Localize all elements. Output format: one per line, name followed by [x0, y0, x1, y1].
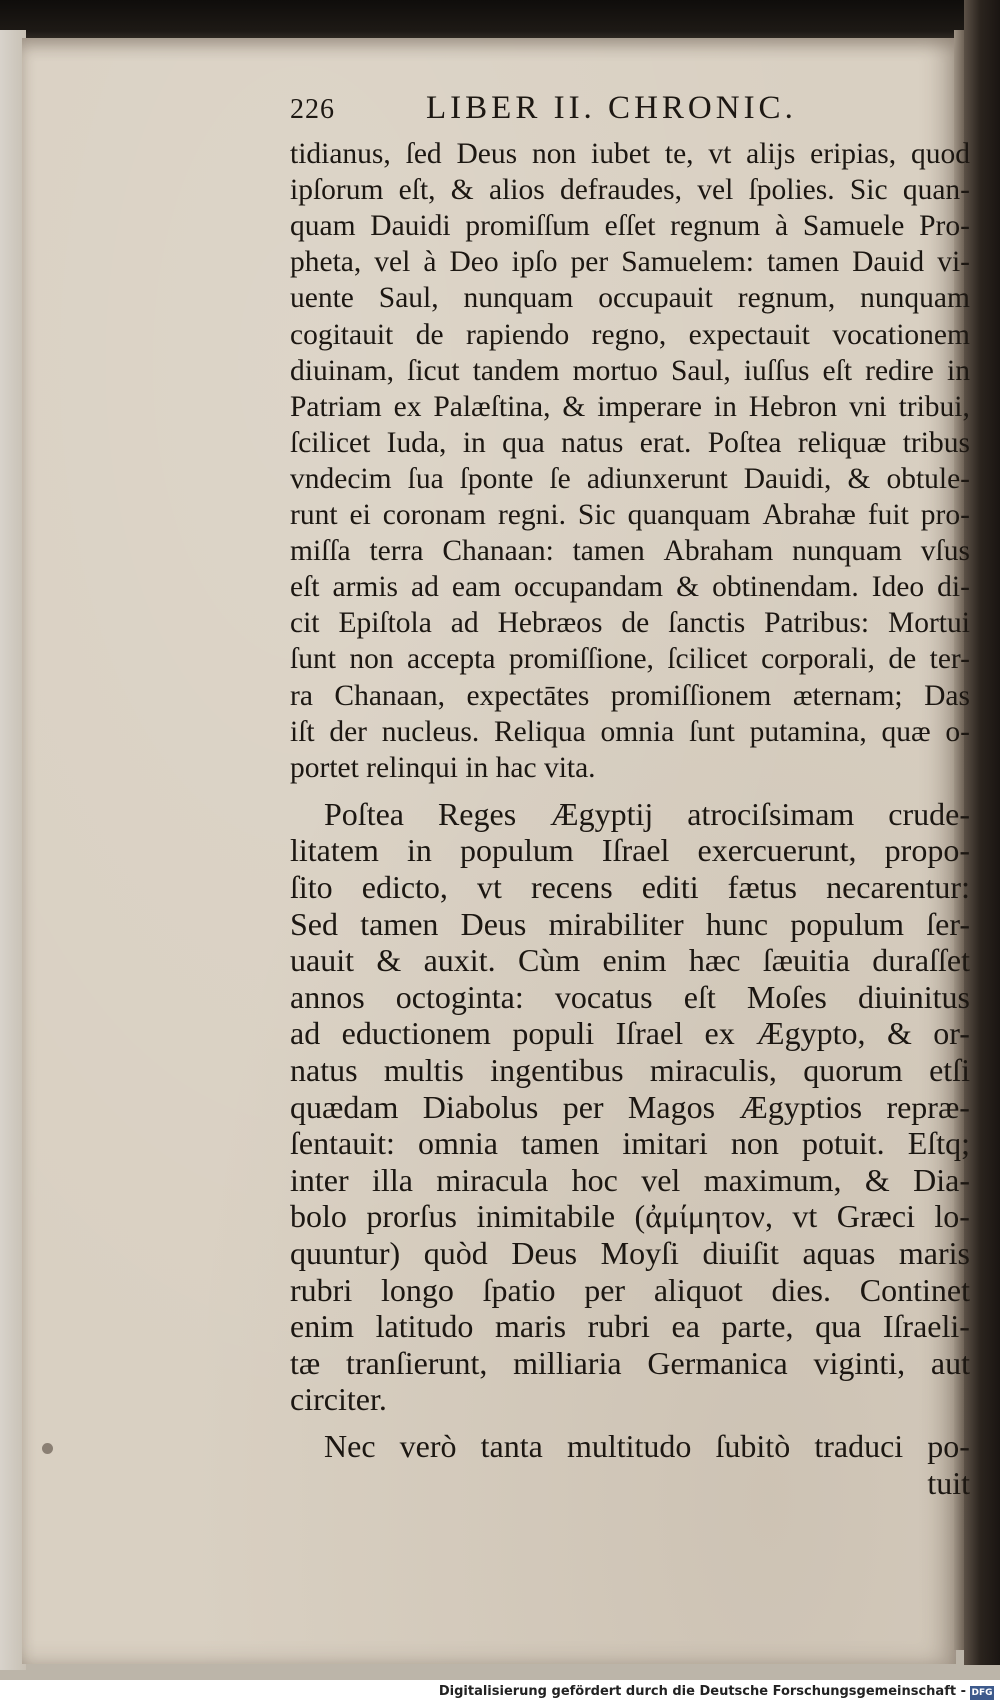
text-line: cit Epiſtola ad Hebræos de ſanctis Patribus: Mortui — [290, 607, 970, 640]
text-line: Nec verò tanta multitudo ſubitò traduci po- — [324, 1428, 970, 1464]
text-line: quam Dauidi promiſſum eſſet regnum à Samuele Pro- — [290, 210, 970, 243]
text-line: runt ei coronam regni. Sic quanquam Abrahæ fuit pro- — [290, 499, 970, 531]
text-line: ipſorum eſt, & alios defraudes, vel ſpolies. Sic quan- — [290, 174, 970, 207]
text-line: pheta, vel à Deo ipſo per Samuelem: tamen Dauid vi- — [290, 246, 970, 279]
text-line: cogitauit de rapiendo regno, expectauit vocationem — [290, 318, 970, 351]
text-line: natus multis ingentibus miraculis, quorum etſi — [290, 1052, 970, 1088]
text-line: diuinam, ſicut tandem mortuo Saul, iuſſus eſt redire in — [290, 354, 970, 387]
text-line: portet relinqui in hac vita. — [290, 751, 596, 784]
text-line: inter illa miracula hoc vel maximum, & Dia- — [290, 1161, 970, 1198]
text-line: tæ tranſierunt, milliaria Germanica viginti, aut — [290, 1344, 970, 1381]
text-line: uente Saul, nunquam occupauit regnum, nunquam — [290, 282, 970, 315]
digitization-footer — [0, 1680, 1000, 1706]
text-line: ſcilicet Iuda, in qua natus erat. Poſtea reliquæ tribus — [290, 426, 970, 459]
text-line: rubri longo ſpatio per aliquot dies. Continet — [290, 1271, 970, 1308]
paper-hole — [42, 1443, 53, 1454]
text-line: tuit — [927, 1464, 970, 1501]
text-line: annos octoginta: vocatus eſt Moſes diuinitus — [290, 978, 970, 1015]
text-line: eſt armis ad eam occupandam & obtinendam. Ideo di- — [290, 571, 970, 604]
text-line: iſt der nucleus. Reliqua omnia ſunt putamina, quæ o- — [290, 715, 970, 748]
text-line: Sed tamen Deus mirabiliter hunc populum ſer- — [290, 905, 970, 942]
text-line: ſito edicto, vt recens editi fætus necarentur: — [290, 869, 970, 905]
text-line: miſſa terra Chanaan: tamen Abraham nunquam vſus — [290, 535, 970, 568]
text-line: ſentauit: omnia tamen imitari non potuit. Eſtq; — [290, 1125, 970, 1162]
text-line: Poſtea Reges Ægyptij atrociſsimam crude- — [324, 795, 970, 832]
dfg-logo: DFG — [971, 1688, 993, 1698]
text-line: ſunt non accepta promiſſione, ſcilicet corporali, de ter- — [290, 643, 970, 676]
text-line: vndecim ſua ſponte ſe adiunxerunt Dauidi, & obtule- — [290, 462, 970, 495]
text-line: circiter. — [290, 1381, 387, 1418]
running-title: LIBER II. CHRONIC. — [426, 90, 797, 126]
text-line: bolo prorſus inimitabile (ἀμίμητον, vt Græci lo- — [290, 1198, 970, 1235]
text-line: quuntur) quòd Deus Moyſi diuiſit aquas maris — [290, 1235, 970, 1271]
text-line: Patriam ex Palæſtina, & imperare in Hebron vni tribui, — [290, 390, 970, 423]
text-line: tidianus, ſed Deus non iubet te, vt alijs eripias, quod — [290, 138, 970, 170]
text-line: uauit & auxit. Cùm enim hæc ſæuitia duraſſet — [290, 942, 970, 979]
running-head — [290, 88, 850, 134]
page-number: 226 — [290, 94, 335, 125]
text-line: ra Chanaan, expectātes promiſſionem æternam; Das — [290, 679, 970, 712]
text-line: enim latitudo maris rubri ea parte, qua Iſraeli- — [290, 1308, 970, 1345]
text-line: quædam Diabolus per Magos Ægyptios repræ- — [290, 1088, 970, 1125]
text-line: ad eductionem populi Iſrael ex Ægypto, & or- — [290, 1015, 970, 1052]
footer-credit: Digitalisierung gefördert durch die Deutsche Forschungsgemeinschaft - — [438, 1684, 966, 1699]
text-line: litatem in populum Iſrael exercuerunt, propo- — [290, 832, 970, 869]
